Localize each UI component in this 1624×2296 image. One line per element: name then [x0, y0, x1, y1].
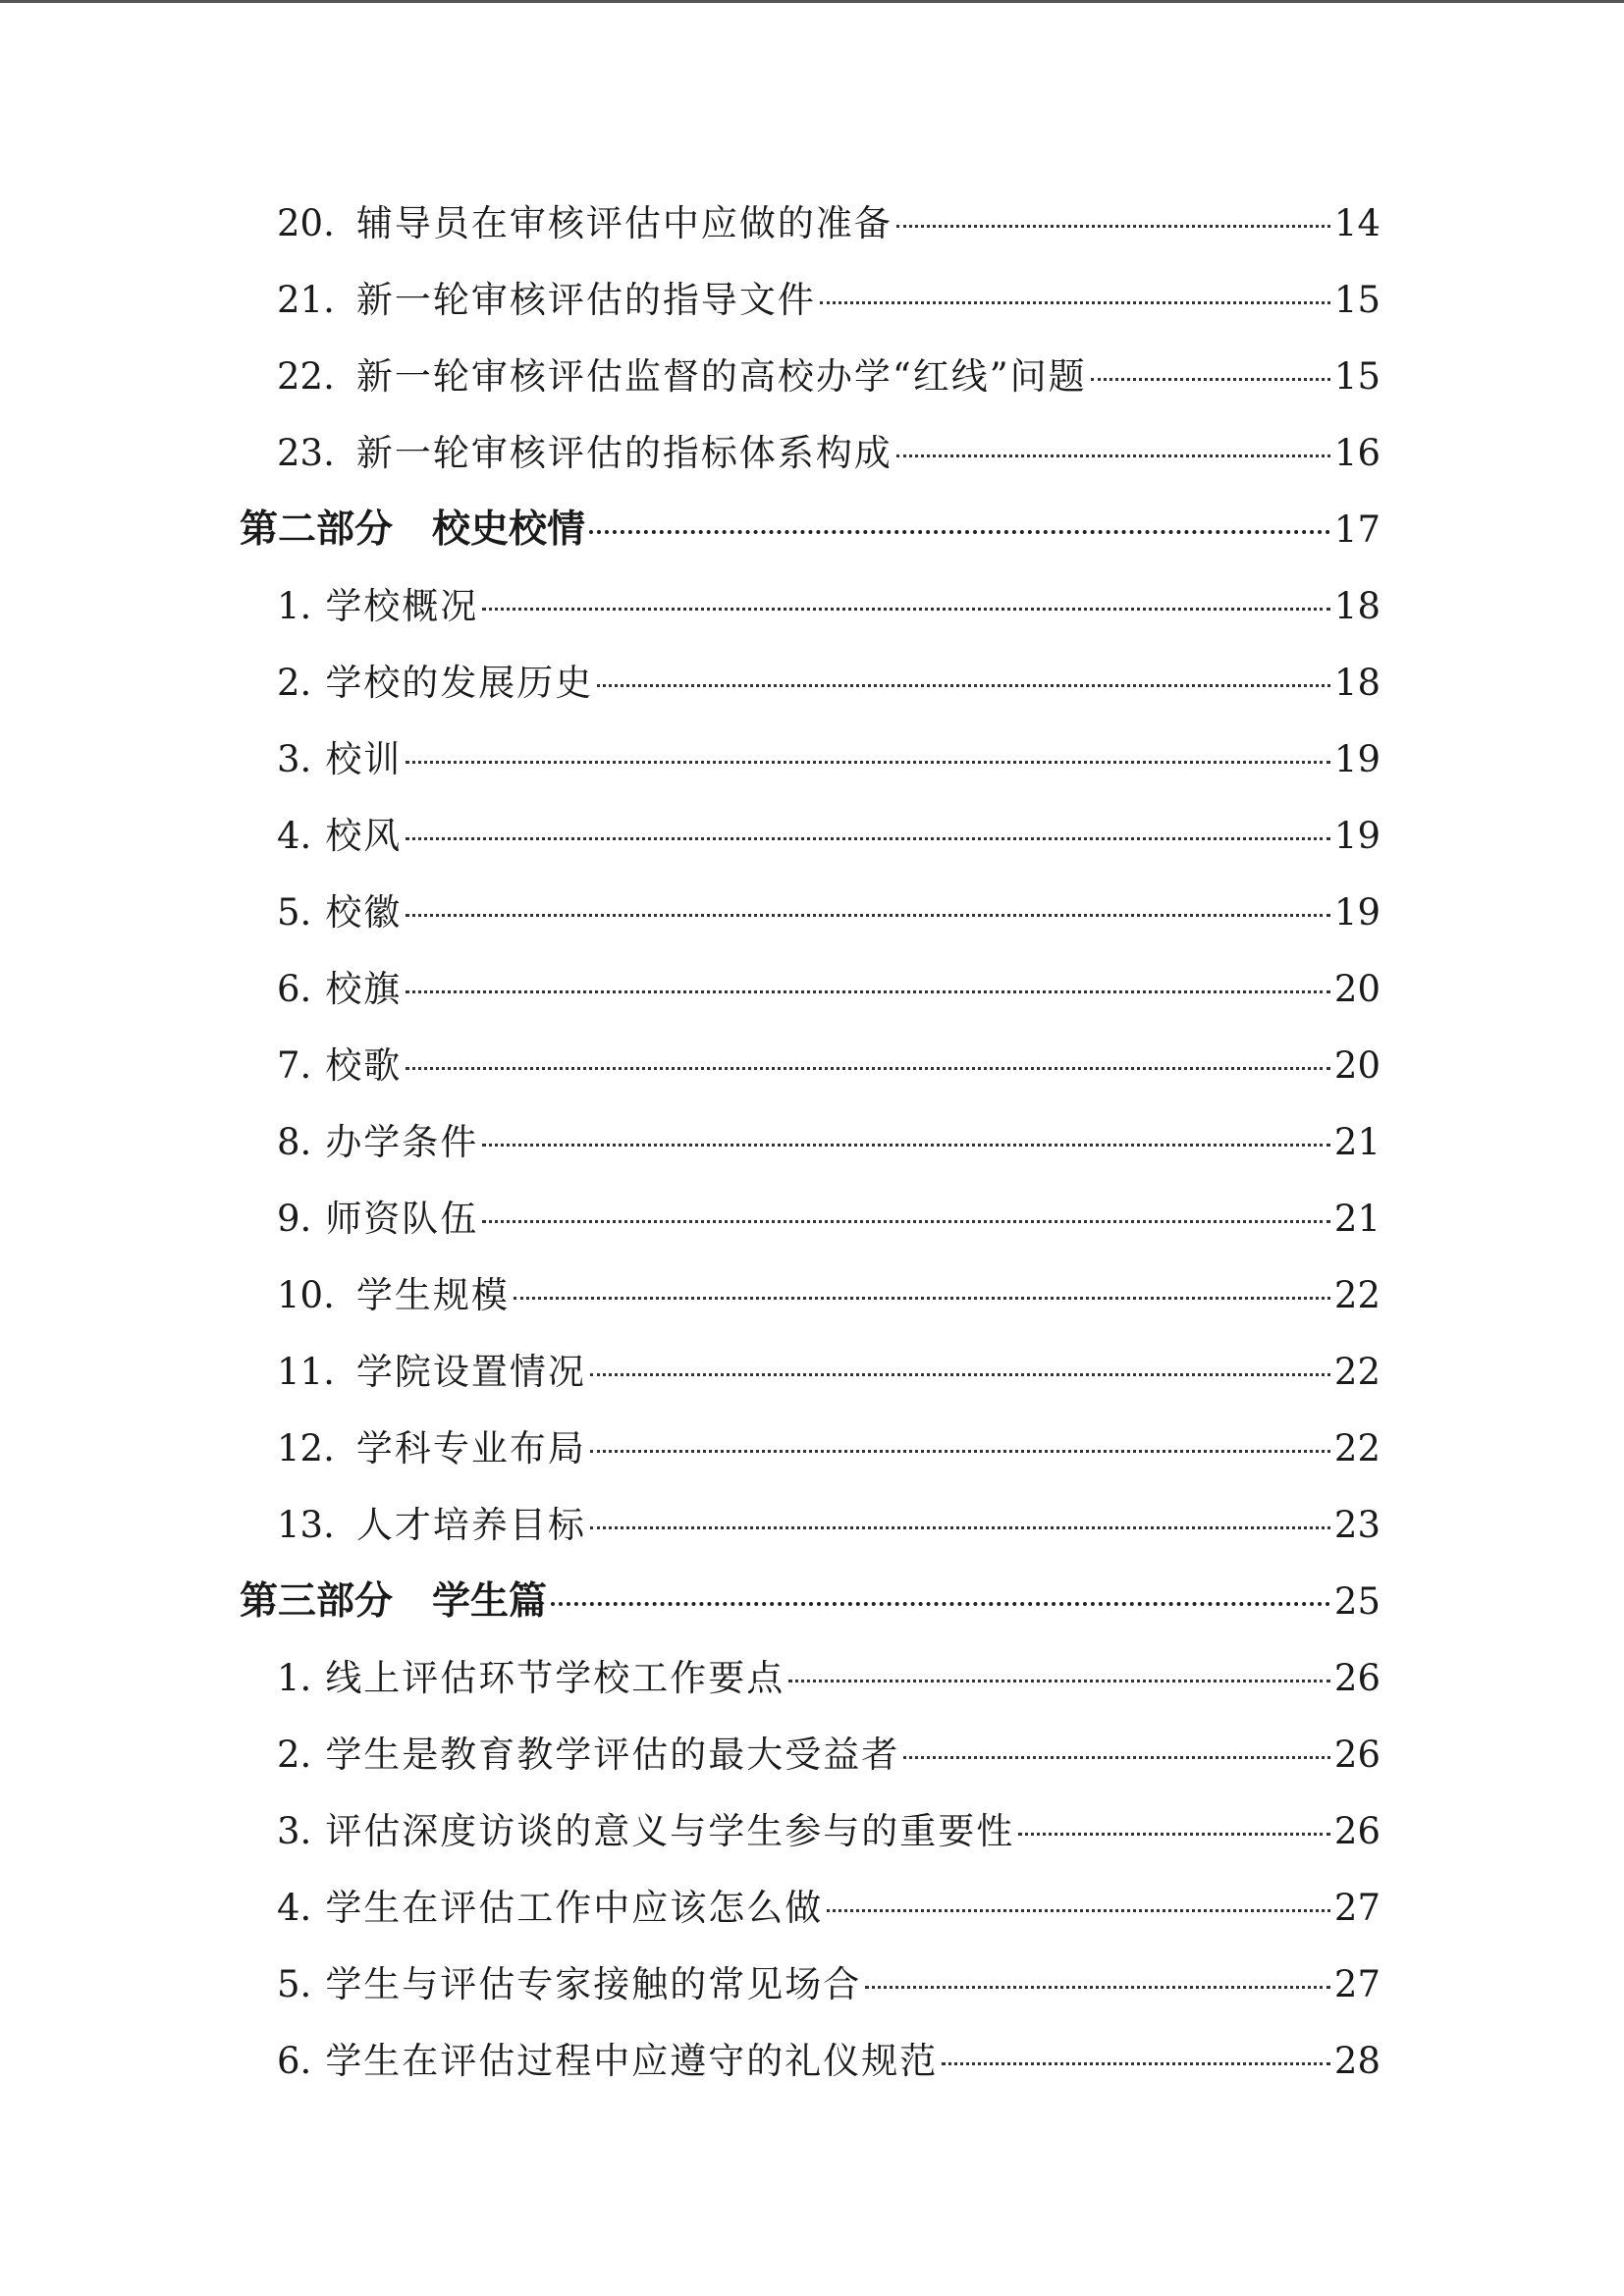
toc-entry-number: 6.: [277, 968, 312, 1010]
toc-entry-title: 学校的发展历史: [325, 662, 594, 704]
toc-entry-number: 4.: [277, 815, 312, 857]
toc-dot-leader: [865, 1986, 1330, 1989]
toc-dot-leader: [903, 1756, 1330, 1759]
toc-dot-leader: [590, 1373, 1330, 1376]
toc-dot-leader: [1091, 378, 1330, 381]
toc-entry[interactable]: [277, 656, 1380, 711]
toc-dot-leader: [406, 914, 1330, 917]
toc-entry[interactable]: [277, 1651, 1380, 1706]
toc-dot-leader: [896, 225, 1330, 228]
toc-entry-number: 22.: [277, 355, 335, 398]
toc-entry-number: 3.: [277, 1810, 312, 1852]
toc-page-number: 18: [1333, 662, 1380, 704]
toc-page-number: 14: [1333, 202, 1380, 244]
toc-dot-leader: [590, 1526, 1330, 1529]
toc-entry-title: 学校概况: [325, 585, 479, 627]
toc-entry-title: 学科专业布局: [355, 1427, 586, 1469]
toc-page-number: 26: [1333, 1734, 1380, 1776]
toc-entry-title: 学生规模: [355, 1274, 510, 1316]
toc-entry-title: 新一轮审核评估的指标体系构成: [355, 432, 893, 474]
toc-page-number: 25: [1333, 1580, 1380, 1623]
toc-dot-leader: [406, 1067, 1330, 1070]
toc-entry-number: 3.: [277, 738, 312, 780]
toc-entry-title: 新一轮审核评估的指导文件: [355, 279, 816, 321]
toc-entry-title: 线上评估环节学校工作要点: [325, 1657, 785, 1699]
toc-section-heading[interactable]: [240, 503, 1380, 558]
toc-page-number: 19: [1333, 891, 1380, 934]
toc-entry-title: 学院设置情况: [355, 1351, 586, 1393]
toc-entry[interactable]: [277, 1498, 1380, 1553]
toc-entry-title: 人才培养目标: [355, 1504, 586, 1546]
toc-page-number: 15: [1333, 355, 1380, 398]
toc-page-number: 21: [1333, 1121, 1380, 1163]
toc-section-label: 第二部分: [240, 507, 394, 552]
toc-entry-number: 1.: [277, 1657, 312, 1699]
toc-entry[interactable]: [277, 2034, 1380, 2089]
toc-entry-title: 校史校情: [432, 507, 586, 552]
toc-entry[interactable]: [277, 1421, 1380, 1476]
toc-dot-leader: [827, 1909, 1330, 1912]
toc-dot-leader: [1018, 1833, 1330, 1836]
toc-dot-leader: [896, 454, 1330, 457]
toc-entry[interactable]: [277, 349, 1380, 404]
toc-entry-title: 辅导员在审核评估中应做的准备: [355, 202, 893, 244]
toc-page-number: 20: [1333, 1044, 1380, 1087]
toc-entry-number: 1.: [277, 585, 312, 627]
toc-page-number: 20: [1333, 968, 1380, 1010]
toc-entry-title: 校训: [325, 738, 403, 780]
toc-entry-number: 10.: [277, 1274, 335, 1316]
toc-entry[interactable]: [277, 1957, 1380, 2012]
toc-entry-title: 校徽: [325, 891, 403, 934]
toc-entry[interactable]: [277, 1881, 1380, 1936]
toc-entry-number: 12.: [277, 1427, 335, 1469]
toc-entry-number: 8.: [277, 1121, 312, 1163]
toc-entry-number: 11.: [277, 1351, 335, 1393]
toc-entry-title: 校风: [325, 815, 403, 857]
toc-dot-leader: [788, 1680, 1330, 1682]
toc-entry-title: 新一轮审核评估监督的高校办学“红线”问题: [355, 355, 1087, 398]
toc-entry[interactable]: [277, 273, 1380, 328]
toc-entry[interactable]: [277, 1268, 1380, 1323]
toc-dot-leader: [406, 837, 1330, 840]
toc-page-number: 16: [1333, 432, 1380, 474]
toc-entry-title: 学生在评估过程中应遵守的礼仪规范: [325, 2040, 939, 2082]
toc-page-number: 17: [1333, 508, 1380, 551]
toc-page-number: 18: [1333, 585, 1380, 627]
toc-entry[interactable]: [277, 426, 1380, 481]
toc-entry-number: 20.: [277, 202, 335, 244]
toc-page-number: 15: [1333, 279, 1380, 321]
toc-entry[interactable]: [277, 885, 1380, 940]
toc-entry-title: 师资队伍: [325, 1198, 479, 1240]
toc-entry[interactable]: [277, 196, 1380, 251]
toc-entry[interactable]: [277, 962, 1380, 1017]
toc-page-number: 22: [1333, 1427, 1380, 1469]
toc-entry[interactable]: [277, 1345, 1380, 1400]
toc-entry[interactable]: [277, 1804, 1380, 1859]
toc-dot-leader: [551, 1602, 1330, 1606]
toc-entry-title: 校旗: [325, 968, 403, 1010]
toc-entry-number: 4.: [277, 1887, 312, 1929]
toc-page-number: 22: [1333, 1351, 1380, 1393]
toc-page-number: 26: [1333, 1810, 1380, 1852]
toc-dot-leader: [597, 684, 1330, 687]
toc-page-number: 19: [1333, 738, 1380, 780]
toc-page-number: 27: [1333, 1887, 1380, 1929]
toc-dot-leader: [482, 608, 1330, 611]
toc-entry[interactable]: [277, 1728, 1380, 1783]
toc-entry-number: 9.: [277, 1198, 312, 1240]
toc-dot-leader: [589, 530, 1330, 534]
toc-entry-title: 办学条件: [325, 1121, 479, 1163]
toc-entry-title: 校歌: [325, 1044, 403, 1087]
toc-dot-leader: [482, 1220, 1330, 1223]
toc-section-label: 第三部分: [240, 1579, 394, 1624]
toc-entry-title: 学生篇: [432, 1579, 548, 1624]
toc-page-number: 26: [1333, 1657, 1380, 1699]
toc-entry[interactable]: [277, 1192, 1380, 1247]
toc-entry-number: 2.: [277, 1734, 312, 1776]
toc-dot-leader: [482, 1144, 1330, 1147]
toc-entry-number: 5.: [277, 891, 312, 934]
toc-entry[interactable]: [277, 1115, 1380, 1170]
toc-entry-title: 评估深度访谈的意义与学生参与的重要性: [325, 1810, 1015, 1852]
toc-entry-title: 学生与评估专家接触的常见场合: [325, 1963, 862, 2005]
toc-entry-number: 23.: [277, 432, 335, 474]
toc-entry[interactable]: [277, 579, 1380, 634]
toc-dot-leader: [820, 301, 1330, 304]
toc-entry[interactable]: [277, 1039, 1380, 1094]
toc-entry-number: 7.: [277, 1044, 312, 1087]
toc-entry-title: 学生是教育教学评估的最大受益者: [325, 1734, 900, 1776]
toc-dot-leader: [942, 2062, 1330, 2065]
toc-dot-leader: [406, 990, 1330, 993]
toc-dot-leader: [406, 761, 1330, 764]
toc-page-number: 27: [1333, 1963, 1380, 2005]
toc-page-number: 28: [1333, 2040, 1380, 2082]
toc-entry-number: 5.: [277, 1963, 312, 2005]
toc-entry-number: 2.: [277, 662, 312, 704]
toc-entry[interactable]: [277, 809, 1380, 864]
toc-page-number: 22: [1333, 1274, 1380, 1316]
toc-page-number: 19: [1333, 815, 1380, 857]
toc-entry-number: 13.: [277, 1504, 335, 1546]
toc-page-number: 21: [1333, 1198, 1380, 1240]
toc-dot-leader: [514, 1297, 1330, 1300]
toc-page-number: 23: [1333, 1504, 1380, 1546]
toc-entry-number: 21.: [277, 279, 335, 321]
toc-section-heading[interactable]: [240, 1575, 1380, 1629]
toc-entry-number: 6.: [277, 2040, 312, 2082]
toc-dot-leader: [590, 1450, 1330, 1453]
toc-entry[interactable]: [277, 732, 1380, 787]
toc-entry-title: 学生在评估工作中应该怎么做: [325, 1887, 824, 1929]
